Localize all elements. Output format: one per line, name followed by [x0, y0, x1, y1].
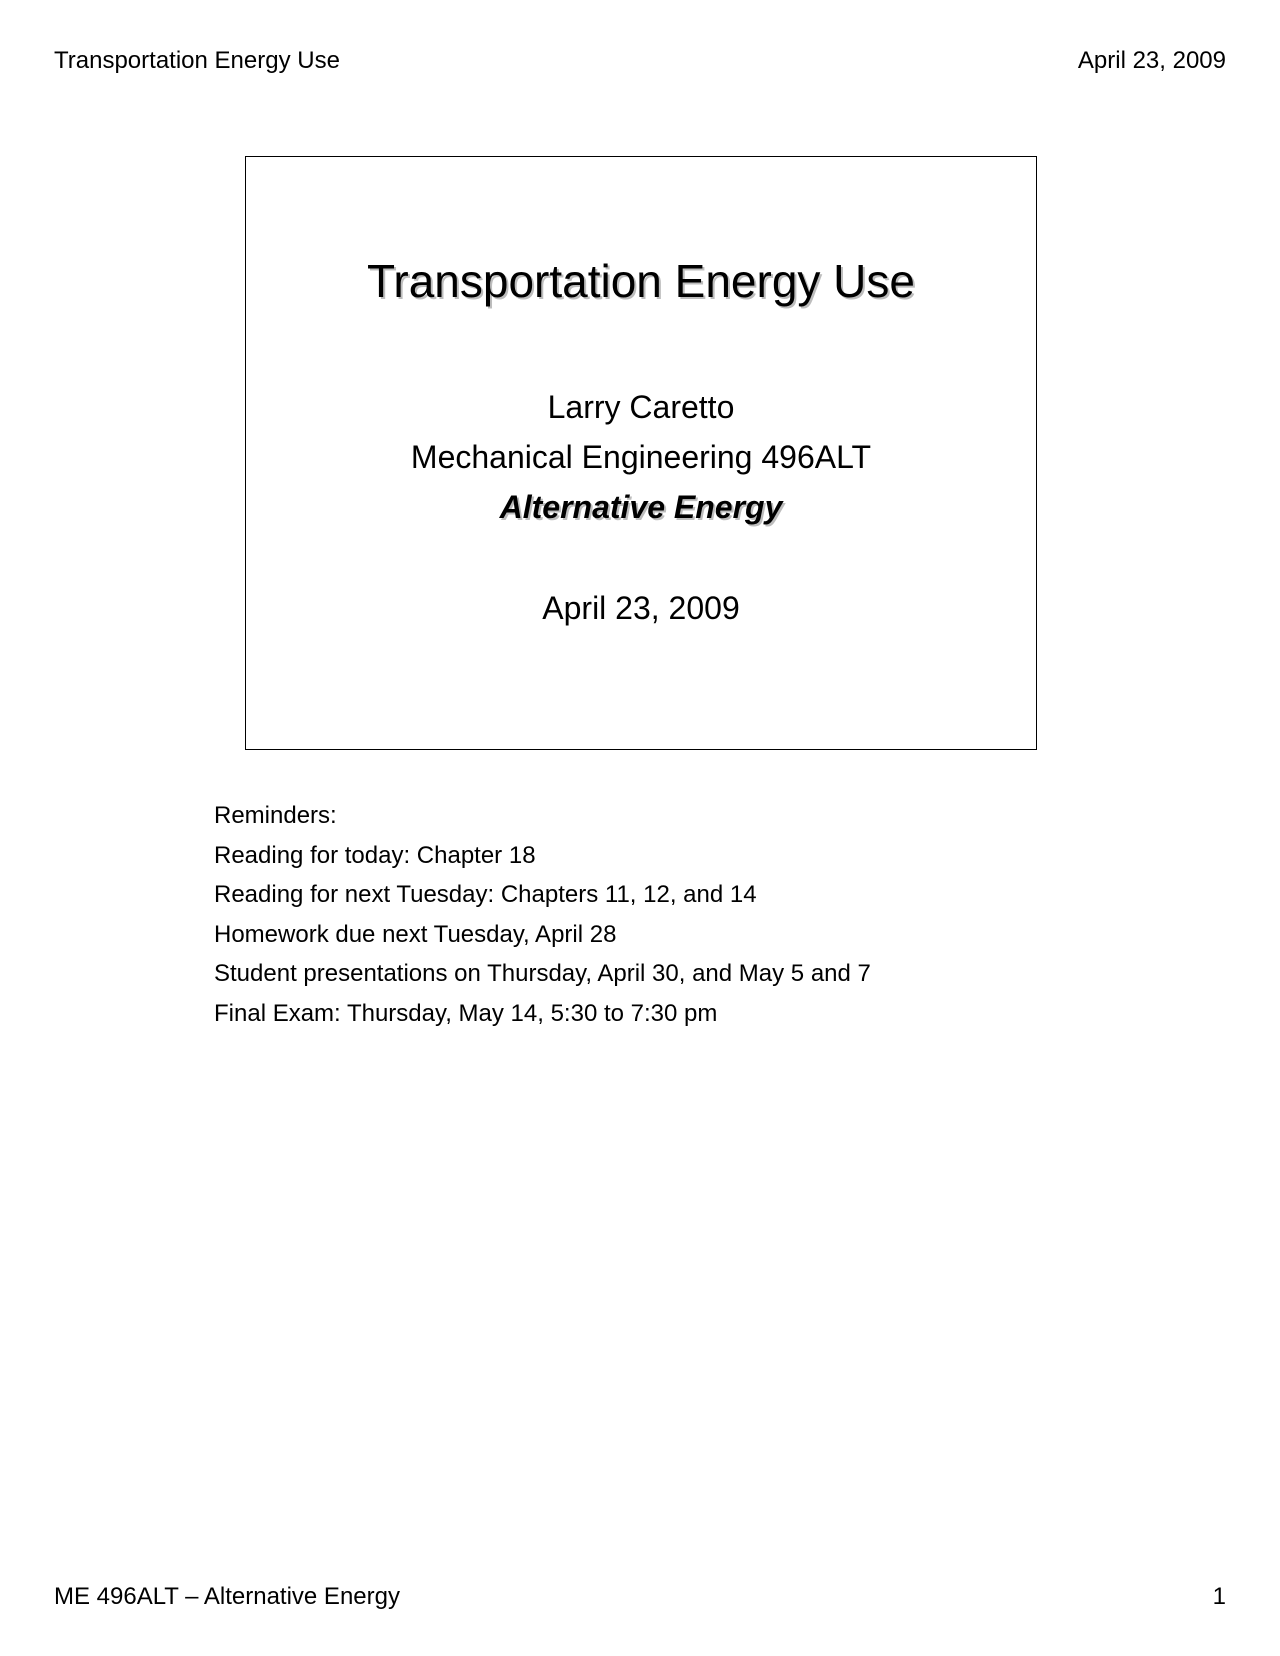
footer-course: ME 496ALT – Alternative Energy — [54, 1583, 400, 1610]
slide-thumbnail — [245, 156, 1037, 750]
slide-date: April 23, 2009 — [542, 590, 740, 626]
slide-course: Mechanical Engineering 496ALT — [410, 439, 872, 475]
slide-subtitle: Alternative Energy — [499, 489, 783, 525]
page-number: 1 — [1212, 1583, 1226, 1610]
note-line: Student presentations on Thursday, April 30, and May 5 and 7 — [214, 960, 871, 987]
note-line: Reading for next Tuesday: Chapters 11, 12, and 14 — [214, 881, 757, 908]
header-title: Transportation Energy Use — [54, 47, 340, 74]
note-line: Reading for today: Chapter 18 — [214, 841, 536, 869]
slide-notes — [214, 796, 1114, 1033]
note-line: Final Exam: Thursday, May 14, 5:30 to 7:30 pm — [214, 999, 718, 1027]
header-date: April 23, 2009 — [1077, 47, 1226, 74]
notes-heading: Reminders: — [214, 802, 337, 829]
slide-author: Larry Caretto — [547, 389, 735, 425]
slide-title: Transportation Energy Use — [366, 255, 915, 307]
note-line: Homework due next Tuesday, April 28 — [214, 920, 617, 948]
